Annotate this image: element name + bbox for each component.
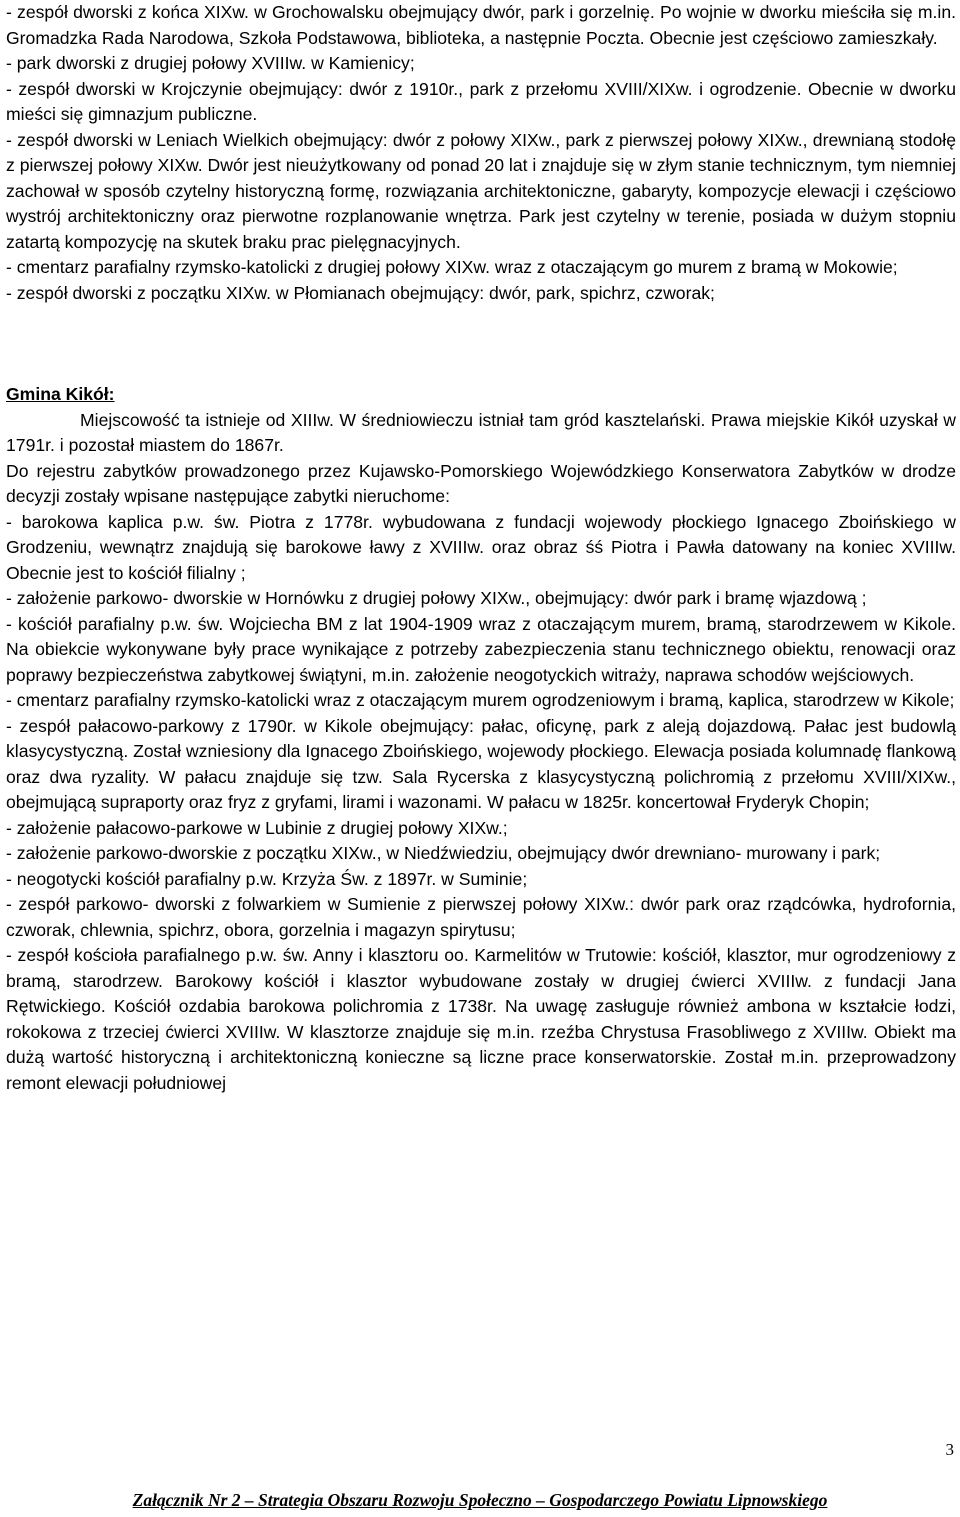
paragraph-register-intro: Do rejestru zabytków prowadzonego przez Kujawsko-Pomorskiego Wojewódzkiego Konserwatora Zabytków w drodze decyzji zostały wpisane następujące zabytki nieruchome: [6, 460, 956, 506]
paragraph-lenie-wielkie: - zespół dworski w Leniach Wielkich obejmujący: dwór z połowy XIXw., park z pierwszej połowy XIXw., drewnianą stodołę z pierwszej połowy XIXw. Dwór jest nieużytkowany od ponad 20 lat i znajduje się w złym stanie technicznym, tym niemniej zachował w sposób czytelny historyczną formę, rozwiązania architektoniczne, gabaryty, kompozycje elewacji i częściowo wystrój architektoniczny oraz pierwotne rozplanowanie wnętrza. Park jest czytelny w terenie, posiada w dużym stopniu zatartą kompozycję na skutek braku prac pielęgnacyjnych. [6, 129, 956, 252]
document-body [6, 0, 956, 1096]
paragraph-niedzwiedz: - założenie parkowo-dworskie z początku XIXw., w Niedźwiedziu, obejmujący dwór drewniano- murowany i park; [6, 843, 881, 863]
section-spacer [6, 306, 956, 382]
paragraph-plomiany: - zespół dworski z początku XIXw. w Płomianach obejmujący: dwór, park, spichrz, czworak; [6, 282, 715, 303]
page-footer: Załącznik Nr 2 – Strategia Obszaru Rozwoju Społeczno – Gospodarczego Powiatu Lipnowskiego [132, 1490, 828, 1510]
paragraph-kaplica-grodzen: - barokowa kaplica p.w. św. Piotra z 1778r. wybudowana z fundacji wojewody płockiego Ignacego Zboińskiego w Grodzeniu, wewnątrz znajdują się barokowe ławy z XVIIIw. oraz obraz śś Piotra i Pawła datowany na koniec XVIIIw. Obecnie jest to kościół filialny ; [6, 511, 956, 583]
page-number: 3 [945, 1440, 954, 1459]
paragraph-hornowek: - założenie parkowo- dworskie w Hornówku z drugiej połowy XIXw., obejmujący: dwór park i bramę wjazdową ; [6, 588, 867, 608]
paragraph-sumin: - neogotycki kościół parafialny p.w. Krzyża Św. z 1897r. w Suminie; [6, 868, 528, 889]
paragraph-palac-kikol: - zespół pałacowo-parkowy z 1790r. w Kikole obejmujący: pałac, oficynę, park z aleją dojazdową. Pałac jest budowlą klasycystyczną. Został wzniesiony dla Ignacego Zboińskiego, wojewody płockiego. Elewacja posiada kolumnadę flankową oraz dwa ryzality. W pałacu znajduje się tzw. Sala Rycerska z klasycystyczną polichromią z przełomu XVIII/XIXw., obejmującą supraporty oraz fryz z gryfami, lirami i wazonami. W pałacu w 1825r. koncertował Fryderyk Chopin; [6, 715, 956, 812]
paragraph-grochowalsk: - zespół dworski z końca XIXw. w Grochowalsku obejmujący dwór, park i gorzelnię. Po wojnie w dworku mieściła się m.in. Gromadzka Rada Narodowa, Szkoła Podstawowa, biblioteka, a następnie Poczta. Obecnie jest częściowo zamieszkały. [6, 2, 956, 48]
paragraph-kamienica: - park dworski z drugiej połowy XVIIIw. w Kamienicy; [6, 53, 415, 73]
paragraph-trutowo: - zespół kościoła parafialnego p.w. św. Anny i klasztoru oo. Karmelitów w Trutowie: kościół, klasztor, mur ogrodzeniowy z bramą, starodrzew. Barokowy kościół i klasztor wybudowane zostały w drugiej ćwierci XVIIIw. z fundacji Jana Rętwickiego. Kościół ozdabia barokowa polichromia z 1738r. Na uwagę zasługuje również ambona w kształcie łodzi, rokokowa z trzeciej ćwierci XVIIIw. W klasztorze znajduje się m.in. rzeźba Chrystusa Frasobliwego z XVIIIw. Obiekt ma dużą wartość historyczną i architektoniczną konieczne są liczne prace konserwatorskie. Został m.in. przeprowadzony remont elewacji południowej [6, 945, 956, 1093]
paragraph-mokowo: - cmentarz parafialny rzymsko-katolicki z drugiej połowy XIXw. wraz z otaczającym go murem z bramą w Mokowie; [6, 257, 898, 277]
paragraph-sumin-folwark: - zespół parkowo- dworski z folwarkiem w Sumienie z pierwszej połowy XIXw.: dwór park oraz rządcówka, hydrofornia, czworak, chlewnia, spichrz, obora, gorzelnia i magazyn spirytusu; [6, 894, 956, 940]
paragraph-lubin: - założenie pałacowo-parkowe w Lubinie z drugiej połowy XIXw.; [6, 817, 508, 838]
paragraph-cmentarz-kikol: - cmentarz parafialny rzymsko-katolicki wraz z otaczającym murem ogrodzeniowym i bramą, kaplica, starodrzew w Kikole; [6, 690, 955, 710]
paragraph-kikol-history: Miejscowość ta istnieje od XIIIw. W średniowieczu istniał tam gród kasztelański. Prawa miejskie Kikół uzyskał w 1791r. i pozostał miastem do 1867r. [6, 409, 956, 455]
section-heading-gmina-kikol: Gmina Kikół: [6, 384, 115, 404]
paragraph-kosciol-kikol: - kościół parafialny p.w. św. Wojciecha BM z lat 1904-1909 wraz z otaczającym murem, bramą, starodrzewem w Kikole. Na obiekcie wykonywane były prace wynikające z potrzeby zabezpieczenia stanu technicznego obiektu, renowacji oraz poprawy bezpieczeństwa zabytkowej świątyni, m.in. założenie neogotyckich witraży, naprawa schodów wejściowych. [6, 613, 956, 685]
paragraph-krojczyn: - zespół dworski w Krojczynie obejmujący: dwór z 1910r., park z przełomu XVIII/XIXw. i ogrodzenie. Obecnie w dworku mieści się gimnazjum publiczne. [6, 78, 956, 124]
